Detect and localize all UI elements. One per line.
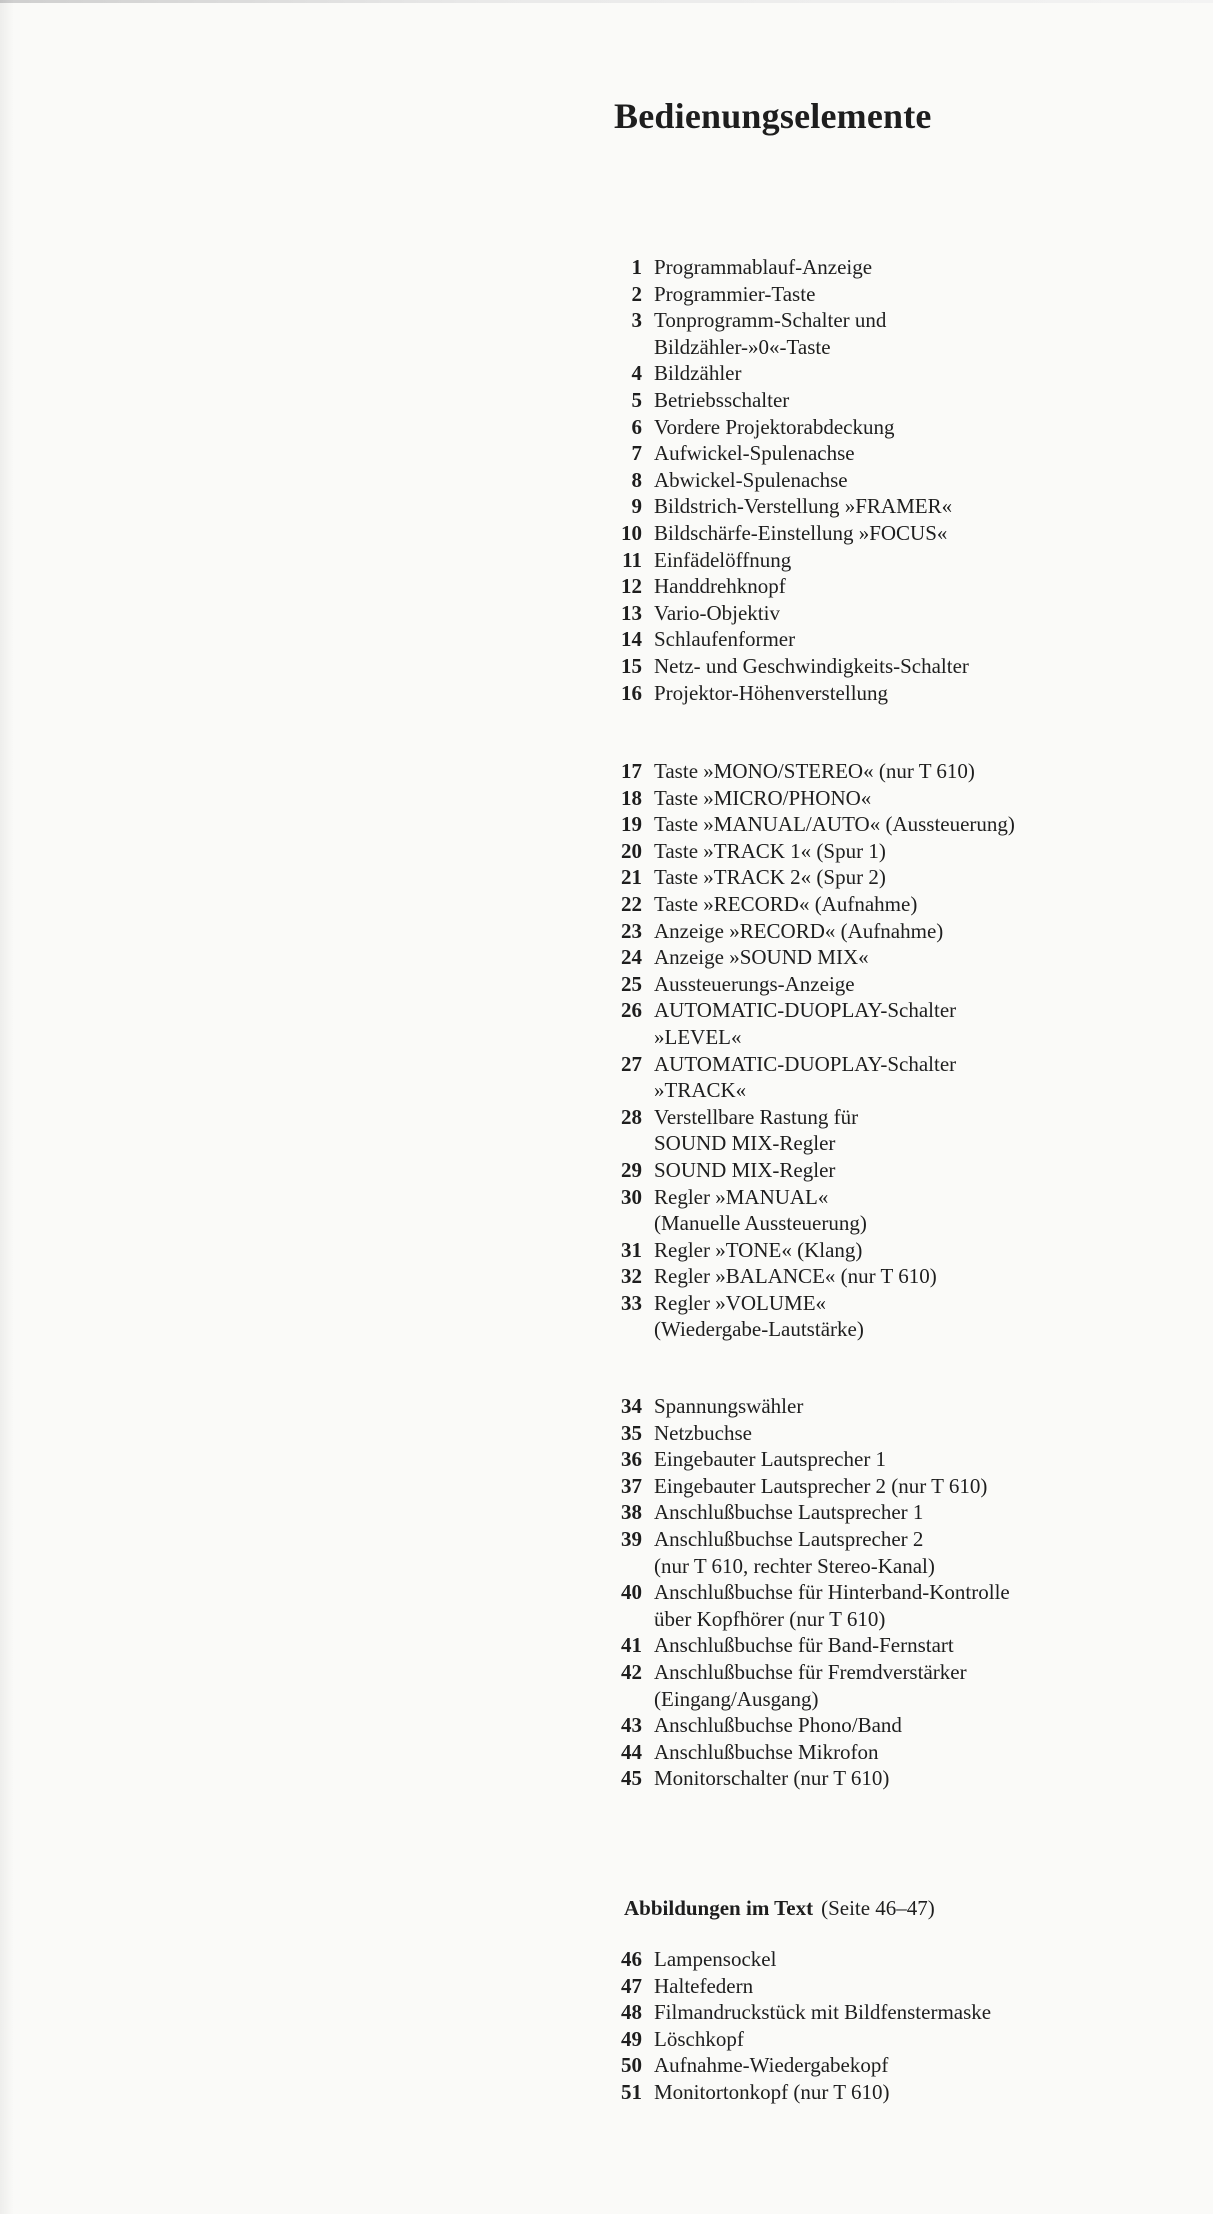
list-item (612, 360, 969, 387)
list-item (612, 1446, 1010, 1473)
list-item (612, 1999, 991, 2026)
item-label-line: Schlaufenformer (654, 627, 796, 652)
item-label (654, 493, 952, 520)
item-label (654, 600, 780, 627)
item-label (654, 653, 969, 680)
item-number: 23 (621, 918, 642, 943)
list-item (612, 1659, 1010, 1712)
list-item (612, 254, 969, 281)
item-label-line: Tonprogramm-Schalter und (654, 308, 887, 333)
item-label (654, 1157, 835, 1184)
item-number: 28 (621, 1104, 642, 1129)
list-item (612, 1946, 991, 1973)
item-label-line: Anschlußbuchse Mikrofon (654, 1739, 879, 1764)
item-label (654, 1237, 862, 1264)
list-item (612, 2052, 991, 2079)
item-number: 22 (621, 891, 642, 916)
list-item (612, 440, 969, 467)
item-label (654, 1632, 954, 1659)
item-label-line: Netz- und Geschwindigkeits-Schalter (654, 653, 969, 678)
item-number: 32 (621, 1264, 642, 1289)
item-label (654, 838, 886, 865)
item-label (654, 1999, 991, 2026)
item-number: 5 (631, 387, 642, 412)
item-number: 27 (621, 1051, 642, 1076)
item-number: 11 (622, 547, 642, 572)
item-label (654, 918, 943, 945)
item-number: 50 (621, 2053, 642, 2078)
list-item (612, 493, 969, 520)
list-item (612, 1499, 1010, 1526)
item-label-line: Handdrehknopf (654, 574, 786, 599)
item-label-line: Spannungswähler (654, 1394, 804, 1418)
list-item (612, 600, 969, 627)
item-label-line: Regler »MANUAL« (654, 1184, 829, 1209)
list-item (612, 387, 969, 414)
item-label (654, 1263, 937, 1290)
list-item (612, 414, 969, 441)
list-item (612, 997, 1015, 1050)
item-label (654, 864, 886, 891)
item-label-line: Anschlußbuchse Lautsprecher 2 (654, 1526, 924, 1551)
item-label (654, 1946, 776, 1973)
item-label-line: SOUND MIX-Regler (654, 1131, 836, 1156)
item-label (654, 626, 795, 653)
item-label-line: Anschlußbuchse Phono/Band (654, 1713, 902, 1738)
list-item (612, 2079, 991, 2106)
list-item (612, 1237, 1015, 1264)
item-label-line: Vordere Projektorabdeckung (654, 414, 895, 439)
item-number: 49 (621, 2026, 642, 2051)
item-label (654, 1765, 889, 1792)
item-label-line: Netzbuchse (654, 1420, 752, 1445)
item-label-line: Anschlußbuchse für Band-Fernstart (654, 1633, 954, 1658)
item-label (654, 1473, 987, 1500)
item-label (654, 2052, 888, 2079)
item-number: 42 (621, 1659, 642, 1684)
item-label (654, 387, 789, 414)
item-label-line: »TRACK« (654, 1078, 747, 1103)
item-label (654, 2026, 744, 2053)
list-item (612, 1051, 1015, 1104)
item-label (654, 307, 886, 360)
figures-heading (624, 1894, 935, 1922)
item-label-line: Vario-Objektiv (654, 600, 780, 625)
item-label (654, 758, 975, 785)
list-item (612, 1739, 1010, 1766)
list-item (612, 547, 969, 574)
item-number: 37 (621, 1473, 642, 1498)
item-label (654, 414, 894, 441)
item-label-line: Taste »MONO/STEREO« (nur T 610) (654, 759, 975, 783)
item-label (654, 1290, 864, 1343)
list-item (612, 2026, 991, 2053)
list-item (612, 520, 969, 547)
list-item (612, 680, 969, 707)
item-label-line: Aufwickel-Spulenachse (654, 441, 855, 466)
item-label-line: Aussteuerungs-Anzeige (654, 971, 855, 996)
item-number: 35 (621, 1420, 642, 1445)
item-label-line: Regler »BALANCE« (nur T 610) (654, 1264, 937, 1289)
list-item (612, 573, 969, 600)
item-number: 15 (621, 653, 642, 678)
list-item (612, 1420, 1010, 1447)
list-item (612, 1473, 1010, 1500)
item-label (654, 1973, 753, 2000)
list-item (612, 1393, 1010, 1420)
item-number: 31 (621, 1237, 642, 1262)
list-item (612, 758, 1015, 785)
list-item (612, 626, 969, 653)
item-number: 12 (621, 574, 642, 599)
item-number: 6 (631, 414, 642, 439)
list-item (612, 1632, 1010, 1659)
item-number: 41 (621, 1633, 642, 1658)
item-label-line: Taste »TRACK 2« (Spur 2) (654, 865, 886, 890)
item-label-line: Eingebauter Lautsprecher 1 (654, 1447, 887, 1472)
list-item (612, 467, 969, 494)
list-item (612, 811, 1015, 838)
item-number: 51 (621, 2079, 642, 2104)
item-number: 18 (621, 785, 642, 810)
page-title: Bedienungselemente (614, 96, 932, 136)
item-label (654, 1446, 886, 1473)
item-label-line: Lampensockel (654, 1947, 777, 1971)
item-label-line: Taste »TRACK 1« (Spur 1) (654, 838, 886, 863)
list-item (612, 944, 1015, 971)
figures-list (612, 1946, 991, 2106)
item-number: 44 (621, 1739, 642, 1764)
item-number: 13 (621, 600, 642, 625)
controls-list-connections (612, 1393, 1010, 1792)
item-label-line: Anschlußbuchse für Hinterband-Kontrolle (654, 1580, 1010, 1605)
item-label-line: Einfädelöffnung (654, 547, 792, 572)
item-number: 9 (631, 494, 642, 519)
item-number: 36 (621, 1447, 642, 1472)
list-item (612, 307, 969, 360)
item-number: 8 (631, 467, 642, 492)
item-number: 47 (621, 1973, 642, 1998)
item-number: 33 (621, 1290, 642, 1315)
list-item (612, 1104, 1015, 1157)
item-number: 45 (621, 1766, 642, 1791)
item-label (654, 1579, 1010, 1632)
item-label (654, 1499, 923, 1526)
figures-page-reference: (Seite 46–47) (821, 1896, 935, 1920)
item-number: 40 (621, 1580, 642, 1605)
list-item (612, 864, 1015, 891)
item-label-line: Verstellbare Rastung für (654, 1104, 859, 1129)
item-label (654, 1104, 858, 1157)
item-number: 10 (621, 520, 642, 545)
item-number: 21 (621, 865, 642, 890)
item-label-line: Eingebauter Lautsprecher 2 (nur T 610) (654, 1473, 988, 1498)
item-label-line: AUTOMATIC-DUOPLAY-Schalter (654, 998, 957, 1023)
item-number: 46 (621, 1947, 642, 1971)
item-number: 39 (621, 1526, 642, 1551)
item-label-line: AUTOMATIC-DUOPLAY-Schalter (654, 1051, 957, 1076)
item-number: 38 (621, 1500, 642, 1525)
item-label-line: Monitorschalter (nur T 610) (654, 1766, 890, 1791)
item-label (654, 785, 871, 812)
item-number: 48 (621, 2000, 642, 2025)
item-label-line: Bildzähler (654, 361, 742, 386)
item-label (654, 281, 815, 308)
item-number: 14 (621, 627, 642, 652)
item-number: 43 (621, 1713, 642, 1738)
item-label-line: SOUND MIX-Regler (654, 1157, 836, 1182)
item-number: 17 (621, 759, 642, 783)
list-item (612, 1973, 991, 2000)
item-label-line: Monitortonkopf (nur T 610) (654, 2079, 890, 2104)
item-label-line: Regler »TONE« (Klang) (654, 1237, 863, 1262)
item-label-line: Anzeige »SOUND MIX« (654, 945, 869, 970)
item-label (654, 547, 791, 574)
item-label (654, 997, 956, 1050)
item-label-line: Haltefedern (654, 1973, 754, 1998)
item-label (654, 1712, 902, 1739)
item-label (654, 944, 869, 971)
item-number: 34 (621, 1394, 642, 1418)
item-label (654, 891, 917, 918)
item-label (654, 573, 786, 600)
item-label-line: (Wiedergabe-Lautstärke) (654, 1317, 864, 1342)
list-item (612, 1263, 1015, 1290)
item-number: 24 (621, 945, 642, 970)
item-label-line: Aufnahme-Wiedergabekopf (654, 2053, 889, 2078)
item-label-line: Anschlußbuchse für Fremdverstärker (654, 1659, 967, 1684)
list-item (612, 1712, 1010, 1739)
item-label-line: Programmier-Taste (654, 281, 816, 306)
item-label-line: Löschkopf (654, 2026, 744, 2051)
item-number: 3 (631, 308, 642, 333)
item-label-line: Projektor-Höhenverstellung (654, 680, 889, 705)
list-item (612, 653, 969, 680)
item-label (654, 680, 888, 707)
item-number: 16 (621, 680, 642, 705)
item-number: 26 (621, 998, 642, 1023)
item-label-line: (Manuelle Aussteuerung) (654, 1211, 867, 1236)
item-label-line: Filmandruckstück mit Bildfenstermaske (654, 2000, 992, 2025)
item-label-line: Taste »MANUAL/AUTO« (Aussteuerung) (654, 812, 1015, 837)
controls-list-projector (612, 254, 969, 706)
list-item (612, 918, 1015, 945)
item-label (654, 2079, 889, 2106)
item-label-line: Programmablauf-Anzeige (654, 255, 873, 279)
item-label-line: Regler »VOLUME« (654, 1290, 827, 1315)
item-label-line: Anzeige »RECORD« (Aufnahme) (654, 918, 944, 943)
item-label (654, 811, 1015, 838)
item-label-line: Abwickel-Spulenachse (654, 467, 848, 492)
item-number: 19 (621, 812, 642, 837)
item-label-line: (nur T 610, rechter Stereo-Kanal) (654, 1553, 935, 1578)
item-label (654, 971, 855, 998)
item-label-line: Taste »MICRO/PHONO« (654, 785, 872, 810)
list-item (612, 785, 1015, 812)
item-number: 29 (621, 1157, 642, 1182)
list-item (612, 971, 1015, 998)
item-label (654, 1184, 867, 1237)
list-item (612, 281, 969, 308)
page-top-edge (0, 0, 1213, 3)
item-label (654, 1526, 935, 1579)
item-label (654, 1393, 803, 1420)
item-label-line: Taste »RECORD« (Aufnahme) (654, 891, 918, 916)
item-number: 1 (631, 255, 642, 279)
page-left-shadow (0, 0, 14, 2214)
item-label (654, 254, 872, 281)
item-number: 30 (621, 1184, 642, 1209)
item-label (654, 360, 741, 387)
item-label (654, 467, 848, 494)
list-item (612, 1526, 1010, 1579)
item-number: 25 (621, 971, 642, 996)
list-item (612, 1157, 1015, 1184)
item-label-line: über Kopfhörer (nur T 610) (654, 1606, 886, 1631)
item-number: 4 (631, 361, 642, 386)
list-item (612, 1290, 1015, 1343)
figures-heading-title: Abbildungen im Text (624, 1896, 814, 1920)
item-label-line: (Eingang/Ausgang) (654, 1686, 819, 1711)
item-label-line: »LEVEL« (654, 1024, 742, 1049)
item-label-line: Betriebsschalter (654, 387, 790, 412)
item-number: 2 (631, 281, 642, 306)
item-label-line: Bildschärfe-Einstellung »FOCUS« (654, 520, 948, 545)
list-item (612, 1579, 1010, 1632)
list-item (612, 1765, 1010, 1792)
item-label (654, 1659, 967, 1712)
item-label (654, 1739, 879, 1766)
list-item (612, 891, 1015, 918)
item-number: 20 (621, 838, 642, 863)
item-label-line: Bildzähler-»0«-Taste (654, 334, 831, 359)
item-number: 7 (631, 441, 642, 466)
item-label (654, 520, 947, 547)
list-item (612, 838, 1015, 865)
controls-list-sound (612, 758, 1015, 1343)
list-item (612, 1184, 1015, 1237)
item-label (654, 440, 855, 467)
item-label-line: Anschlußbuchse Lautsprecher 1 (654, 1500, 924, 1525)
item-label (654, 1420, 752, 1447)
item-label-line: Bildstrich-Verstellung »FRAMER« (654, 494, 953, 519)
item-label (654, 1051, 956, 1104)
